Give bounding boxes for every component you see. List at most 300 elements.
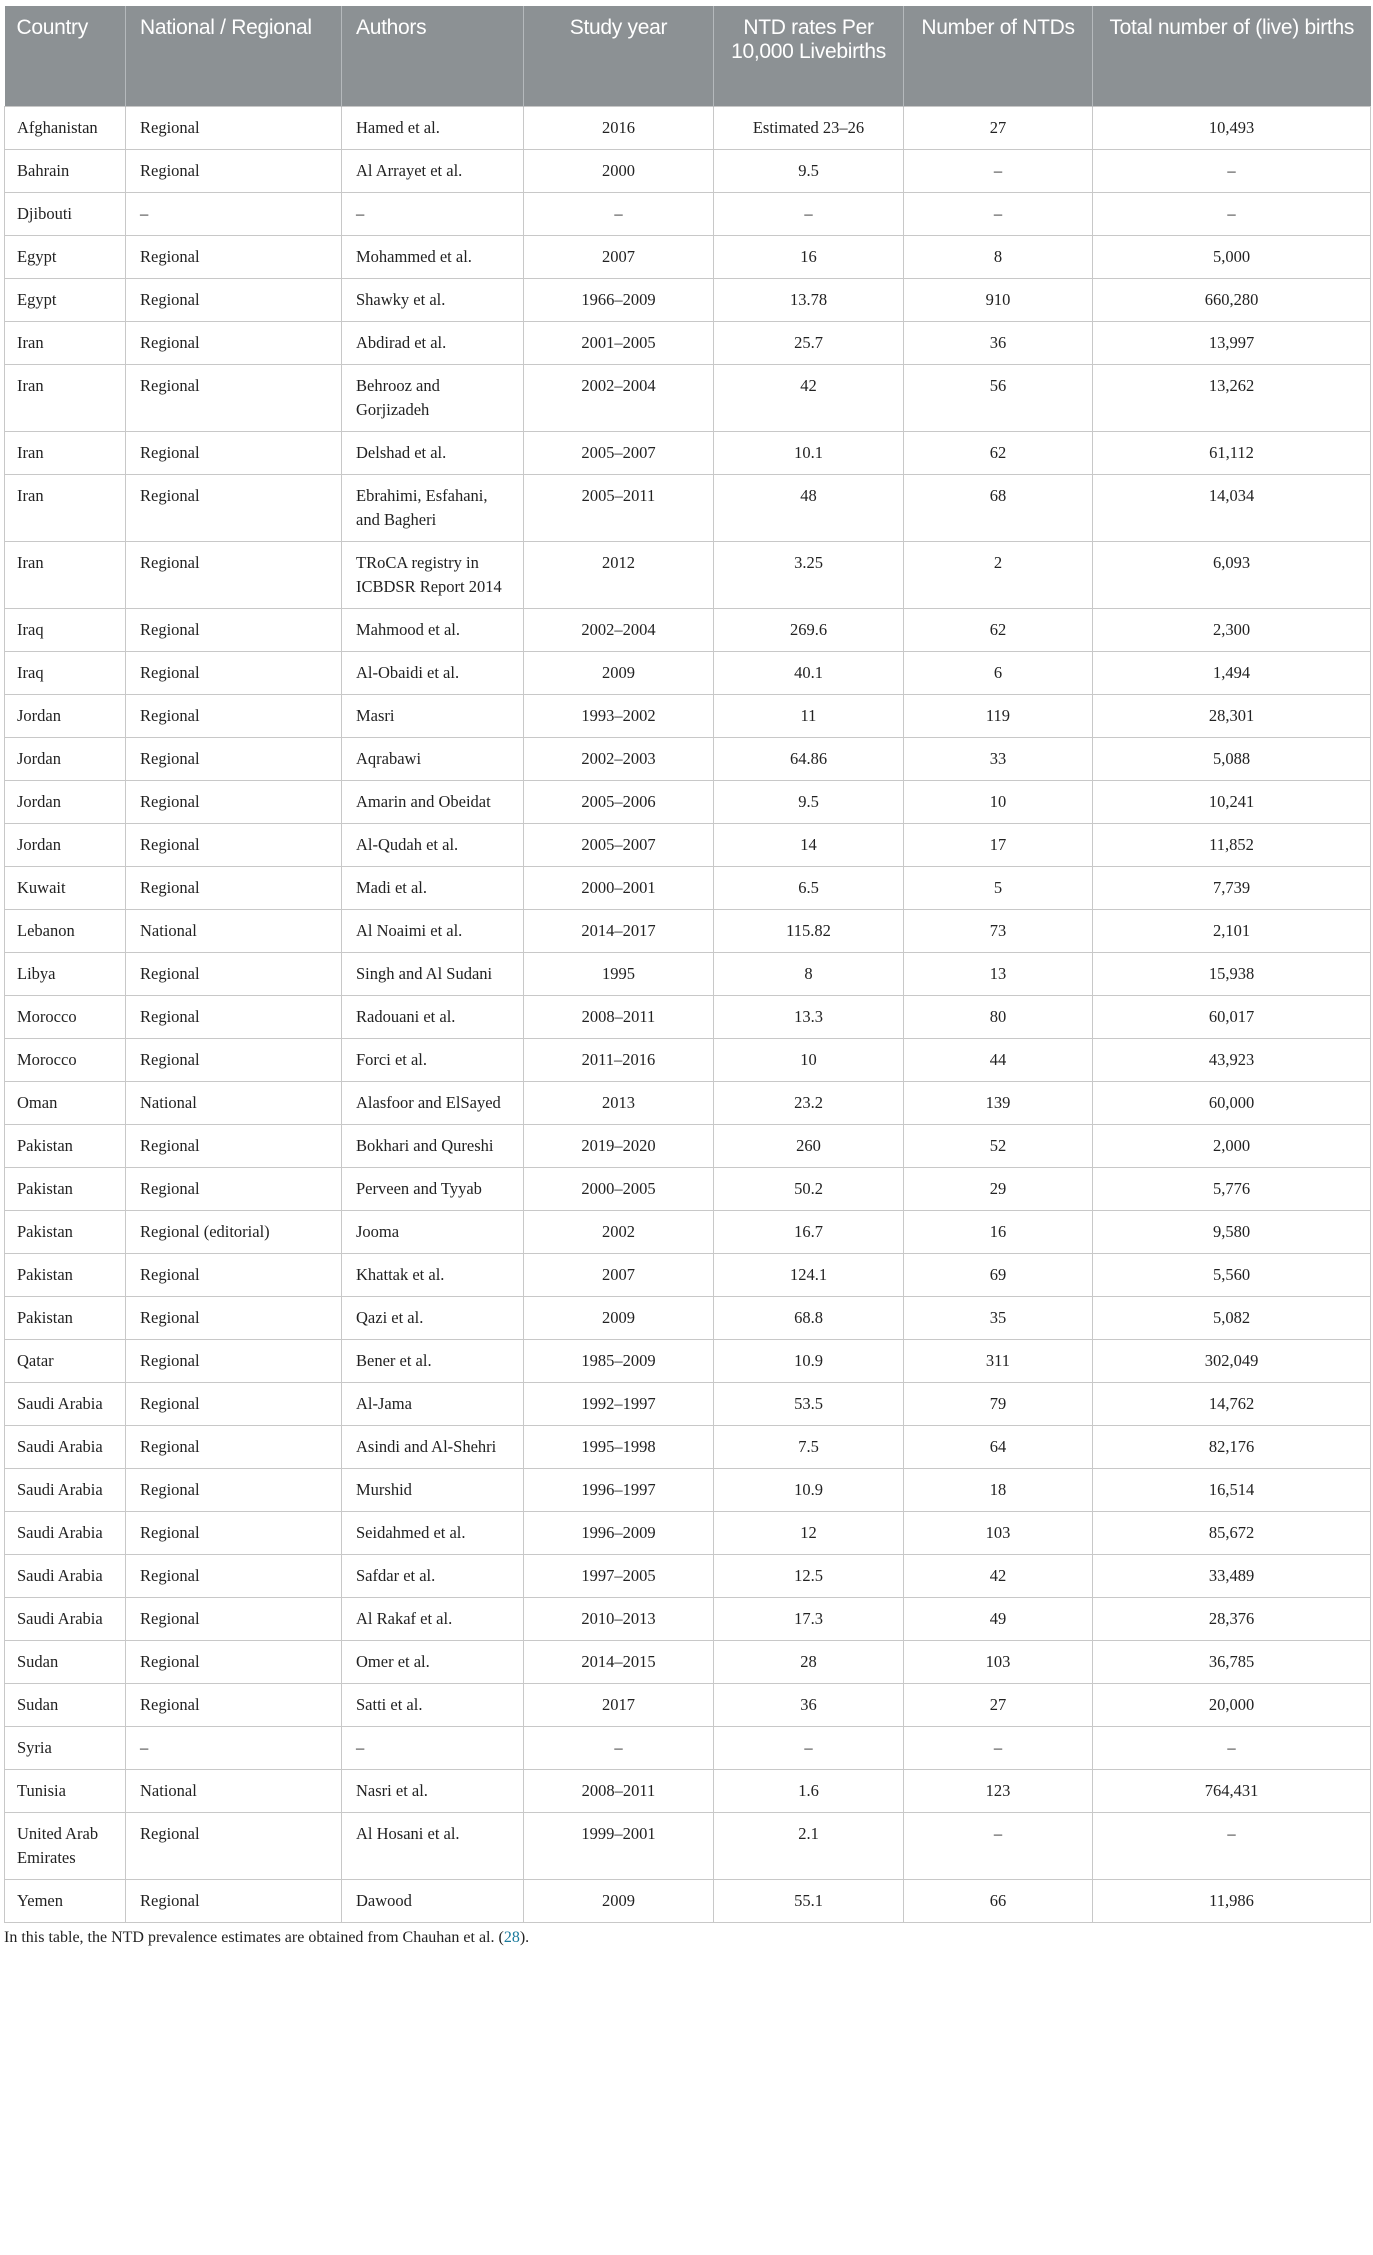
- cell-total-births: 36,785: [1093, 1641, 1371, 1684]
- header-total-births: Total number of (live) births: [1093, 6, 1371, 107]
- cell-ntd-count: 5: [904, 867, 1093, 910]
- cell-ntd-count: 36: [904, 322, 1093, 365]
- cell-total-births: 6,093: [1093, 542, 1371, 609]
- table-row: [5, 1880, 1371, 1923]
- cell-total-births: 9,580: [1093, 1211, 1371, 1254]
- cell-scope: Regional: [126, 867, 342, 910]
- table-row: [5, 1512, 1371, 1555]
- cell-study-year: 2008–2011: [524, 996, 714, 1039]
- cell-ntd-rate: –: [714, 193, 904, 236]
- cell-scope: Regional: [126, 738, 342, 781]
- table-row: [5, 1684, 1371, 1727]
- table-row: [5, 1813, 1371, 1880]
- table-row: [5, 322, 1371, 365]
- table-row: [5, 1039, 1371, 1082]
- cell-ntd-rate: –: [714, 1727, 904, 1770]
- cell-authors: Omer et al.: [342, 1641, 524, 1684]
- cell-scope: Regional: [126, 150, 342, 193]
- cell-ntd-rate: 9.5: [714, 150, 904, 193]
- cell-ntd-count: 6: [904, 652, 1093, 695]
- cell-scope: Regional: [126, 1297, 342, 1340]
- cell-total-births: 2,101: [1093, 910, 1371, 953]
- cell-country: Kuwait: [5, 867, 126, 910]
- cell-study-year: 1995: [524, 953, 714, 996]
- cell-country: United Arab Emirates: [5, 1813, 126, 1880]
- cell-ntd-rate: 50.2: [714, 1168, 904, 1211]
- cell-authors: Satti et al.: [342, 1684, 524, 1727]
- cell-study-year: 2005–2007: [524, 824, 714, 867]
- header-study-year: Study year: [524, 6, 714, 107]
- cell-country: Egypt: [5, 236, 126, 279]
- cell-authors: Ebrahimi, Esfahani, and Bagheri: [342, 475, 524, 542]
- cell-study-year: 2009: [524, 1880, 714, 1923]
- cell-ntd-rate: 14: [714, 824, 904, 867]
- cell-ntd-rate: 10.1: [714, 432, 904, 475]
- table-row: [5, 996, 1371, 1039]
- cell-scope: Regional: [126, 996, 342, 1039]
- cell-authors: TRoCA registry in ICBDSR Report 2014: [342, 542, 524, 609]
- cell-scope: Regional (editorial): [126, 1211, 342, 1254]
- cell-scope: Regional: [126, 609, 342, 652]
- cell-study-year: 1995–1998: [524, 1426, 714, 1469]
- cell-scope: –: [126, 1727, 342, 1770]
- cell-ntd-count: 35: [904, 1297, 1093, 1340]
- cell-scope: Regional: [126, 236, 342, 279]
- cell-scope: Regional: [126, 1598, 342, 1641]
- cell-authors: Al Rakaf et al.: [342, 1598, 524, 1641]
- table-row: [5, 953, 1371, 996]
- cell-ntd-rate: 25.7: [714, 322, 904, 365]
- cell-ntd-count: –: [904, 1727, 1093, 1770]
- cell-total-births: 2,300: [1093, 609, 1371, 652]
- cell-ntd-rate: 36: [714, 1684, 904, 1727]
- cell-scope: Regional: [126, 1555, 342, 1598]
- table-row: [5, 1082, 1371, 1125]
- cell-study-year: 1966–2009: [524, 279, 714, 322]
- cell-scope: Regional: [126, 695, 342, 738]
- cell-country: Pakistan: [5, 1254, 126, 1297]
- cell-authors: Al Arrayet et al.: [342, 150, 524, 193]
- table-row: [5, 910, 1371, 953]
- cell-country: Libya: [5, 953, 126, 996]
- cell-study-year: 1985–2009: [524, 1340, 714, 1383]
- cell-ntd-rate: Estimated 23–26: [714, 107, 904, 150]
- cell-ntd-rate: 9.5: [714, 781, 904, 824]
- footnote-text: In this table, the NTD prevalence estimates are obtained from Chauhan et al. (: [4, 1929, 504, 1946]
- cell-total-births: –: [1093, 1813, 1371, 1880]
- cell-authors: Singh and Al Sudani: [342, 953, 524, 996]
- cell-total-births: 15,938: [1093, 953, 1371, 996]
- header-row: [5, 6, 1371, 107]
- cell-country: Syria: [5, 1727, 126, 1770]
- cell-authors: Al-Jama: [342, 1383, 524, 1426]
- table-row: [5, 824, 1371, 867]
- cell-authors: Al-Qudah et al.: [342, 824, 524, 867]
- cell-country: Iraq: [5, 652, 126, 695]
- cell-ntd-count: 27: [904, 107, 1093, 150]
- cell-ntd-count: 79: [904, 1383, 1093, 1426]
- cell-authors: Dawood: [342, 1880, 524, 1923]
- cell-country: Jordan: [5, 738, 126, 781]
- cell-ntd-rate: 3.25: [714, 542, 904, 609]
- cell-total-births: 14,034: [1093, 475, 1371, 542]
- cell-country: Saudi Arabia: [5, 1555, 126, 1598]
- cell-ntd-count: 73: [904, 910, 1093, 953]
- ntd-prevalence-table: [4, 6, 1371, 1923]
- cell-authors: Mohammed et al.: [342, 236, 524, 279]
- cell-scope: Regional: [126, 475, 342, 542]
- cell-ntd-rate: 7.5: [714, 1426, 904, 1469]
- cell-ntd-count: 16: [904, 1211, 1093, 1254]
- cell-study-year: 2000–2001: [524, 867, 714, 910]
- cell-total-births: 43,923: [1093, 1039, 1371, 1082]
- table-row: [5, 867, 1371, 910]
- cell-study-year: 1999–2001: [524, 1813, 714, 1880]
- table-row: [5, 1598, 1371, 1641]
- cell-ntd-count: 29: [904, 1168, 1093, 1211]
- cell-authors: Abdirad et al.: [342, 322, 524, 365]
- cell-ntd-count: 49: [904, 1598, 1093, 1641]
- table-row: [5, 1340, 1371, 1383]
- header-ntd-rates: NTD rates Per 10,000 Livebirths: [714, 6, 904, 107]
- cell-study-year: 2008–2011: [524, 1770, 714, 1813]
- cell-authors: Nasri et al.: [342, 1770, 524, 1813]
- cell-country: Morocco: [5, 1039, 126, 1082]
- table-row: [5, 150, 1371, 193]
- cell-ntd-count: 56: [904, 365, 1093, 432]
- table-row: [5, 107, 1371, 150]
- cell-total-births: –: [1093, 150, 1371, 193]
- cell-authors: Behrooz and Gorjizadeh: [342, 365, 524, 432]
- cell-authors: Alasfoor and ElSayed: [342, 1082, 524, 1125]
- table-row: [5, 1254, 1371, 1297]
- cell-country: Pakistan: [5, 1125, 126, 1168]
- cell-country: Pakistan: [5, 1168, 126, 1211]
- cell-ntd-count: 311: [904, 1340, 1093, 1383]
- cell-study-year: 2007: [524, 236, 714, 279]
- cell-ntd-rate: 64.86: [714, 738, 904, 781]
- cell-country: Iran: [5, 475, 126, 542]
- table-row: [5, 1125, 1371, 1168]
- cell-ntd-count: 80: [904, 996, 1093, 1039]
- cell-country: Egypt: [5, 279, 126, 322]
- cell-country: Pakistan: [5, 1211, 126, 1254]
- cell-ntd-count: 44: [904, 1039, 1093, 1082]
- cell-authors: Amarin and Obeidat: [342, 781, 524, 824]
- cell-total-births: 28,376: [1093, 1598, 1371, 1641]
- cell-ntd-rate: 16.7: [714, 1211, 904, 1254]
- table-row: [5, 279, 1371, 322]
- cell-scope: –: [126, 193, 342, 236]
- cell-country: Yemen: [5, 1880, 126, 1923]
- cell-ntd-rate: 12.5: [714, 1555, 904, 1598]
- cell-scope: National: [126, 1770, 342, 1813]
- cell-scope: Regional: [126, 1813, 342, 1880]
- cell-study-year: 2000–2005: [524, 1168, 714, 1211]
- cell-scope: Regional: [126, 781, 342, 824]
- cell-country: Djibouti: [5, 193, 126, 236]
- cell-ntd-count: 62: [904, 432, 1093, 475]
- cell-ntd-rate: 260: [714, 1125, 904, 1168]
- cell-ntd-count: –: [904, 193, 1093, 236]
- cell-authors: Qazi et al.: [342, 1297, 524, 1340]
- cell-scope: Regional: [126, 652, 342, 695]
- cell-ntd-count: 62: [904, 609, 1093, 652]
- cell-country: Saudi Arabia: [5, 1469, 126, 1512]
- table-row: [5, 1555, 1371, 1598]
- table-row: [5, 432, 1371, 475]
- cell-total-births: 85,672: [1093, 1512, 1371, 1555]
- cell-study-year: 1993–2002: [524, 695, 714, 738]
- table-row: [5, 193, 1371, 236]
- cell-total-births: –: [1093, 193, 1371, 236]
- table-row: [5, 236, 1371, 279]
- cell-total-births: 60,000: [1093, 1082, 1371, 1125]
- cell-country: Iran: [5, 322, 126, 365]
- cell-ntd-rate: 40.1: [714, 652, 904, 695]
- cell-ntd-count: 139: [904, 1082, 1093, 1125]
- cell-authors: Asindi and Al-Shehri: [342, 1426, 524, 1469]
- cell-ntd-count: 119: [904, 695, 1093, 738]
- cell-study-year: 2016: [524, 107, 714, 150]
- cell-ntd-count: 13: [904, 953, 1093, 996]
- cell-study-year: 2005–2007: [524, 432, 714, 475]
- table-footnote: [4, 1929, 1373, 1947]
- cell-scope: National: [126, 1082, 342, 1125]
- cell-ntd-rate: 53.5: [714, 1383, 904, 1426]
- cell-total-births: 302,049: [1093, 1340, 1371, 1383]
- cell-study-year: –: [524, 193, 714, 236]
- cell-total-births: 11,852: [1093, 824, 1371, 867]
- table-row: [5, 695, 1371, 738]
- cell-total-births: 61,112: [1093, 432, 1371, 475]
- cell-scope: Regional: [126, 1426, 342, 1469]
- cell-country: Jordan: [5, 695, 126, 738]
- cell-ntd-rate: 10: [714, 1039, 904, 1082]
- cell-country: Bahrain: [5, 150, 126, 193]
- cell-ntd-rate: 68.8: [714, 1297, 904, 1340]
- table-row: [5, 1426, 1371, 1469]
- cell-study-year: 1996–2009: [524, 1512, 714, 1555]
- cell-country: Lebanon: [5, 910, 126, 953]
- cell-ntd-count: 33: [904, 738, 1093, 781]
- cell-study-year: 2012: [524, 542, 714, 609]
- cell-ntd-rate: 23.2: [714, 1082, 904, 1125]
- table-row: [5, 609, 1371, 652]
- cell-ntd-rate: 42: [714, 365, 904, 432]
- cell-authors: Radouani et al.: [342, 996, 524, 1039]
- cell-country: Iraq: [5, 609, 126, 652]
- cell-study-year: 2011–2016: [524, 1039, 714, 1082]
- cell-ntd-rate: 124.1: [714, 1254, 904, 1297]
- cell-ntd-rate: 28: [714, 1641, 904, 1684]
- cell-study-year: 2005–2006: [524, 781, 714, 824]
- cell-authors: Jooma: [342, 1211, 524, 1254]
- cell-authors: Al Hosani et al.: [342, 1813, 524, 1880]
- cell-scope: Regional: [126, 1340, 342, 1383]
- header-country: Country: [5, 6, 126, 107]
- cell-ntd-rate: 55.1: [714, 1880, 904, 1923]
- cell-authors: Aqrabawi: [342, 738, 524, 781]
- cell-country: Qatar: [5, 1340, 126, 1383]
- cell-authors: Al-Obaidi et al.: [342, 652, 524, 695]
- cell-ntd-count: 2: [904, 542, 1093, 609]
- cell-total-births: 11,986: [1093, 1880, 1371, 1923]
- cell-study-year: 2009: [524, 1297, 714, 1340]
- cell-ntd-rate: 17.3: [714, 1598, 904, 1641]
- table-row: [5, 1168, 1371, 1211]
- cell-scope: Regional: [126, 1168, 342, 1211]
- cell-study-year: 2002: [524, 1211, 714, 1254]
- cell-authors: Seidahmed et al.: [342, 1512, 524, 1555]
- cell-scope: Regional: [126, 824, 342, 867]
- cell-total-births: 82,176: [1093, 1426, 1371, 1469]
- table-row: [5, 1727, 1371, 1770]
- table-row: [5, 781, 1371, 824]
- cell-scope: National: [126, 910, 342, 953]
- cell-scope: Regional: [126, 1641, 342, 1684]
- cell-total-births: 1,494: [1093, 652, 1371, 695]
- cell-scope: Regional: [126, 107, 342, 150]
- cell-study-year: 2002–2004: [524, 365, 714, 432]
- cell-country: Afghanistan: [5, 107, 126, 150]
- cell-total-births: 2,000: [1093, 1125, 1371, 1168]
- cell-total-births: 10,493: [1093, 107, 1371, 150]
- cell-authors: Forci et al.: [342, 1039, 524, 1082]
- cell-scope: Regional: [126, 1383, 342, 1426]
- cell-ntd-count: 66: [904, 1880, 1093, 1923]
- cell-scope: Regional: [126, 365, 342, 432]
- cell-authors: Bokhari and Qureshi: [342, 1125, 524, 1168]
- cell-ntd-rate: 6.5: [714, 867, 904, 910]
- table-row: [5, 1211, 1371, 1254]
- cell-ntd-count: 68: [904, 475, 1093, 542]
- cell-study-year: 2002–2003: [524, 738, 714, 781]
- cell-total-births: 5,776: [1093, 1168, 1371, 1211]
- table-row: [5, 1469, 1371, 1512]
- cell-ntd-count: 52: [904, 1125, 1093, 1168]
- table-row: [5, 365, 1371, 432]
- cell-ntd-rate: 2.1: [714, 1813, 904, 1880]
- cell-ntd-count: 69: [904, 1254, 1093, 1297]
- table-body: [5, 107, 1371, 1923]
- cell-scope: Regional: [126, 1684, 342, 1727]
- cell-total-births: 5,082: [1093, 1297, 1371, 1340]
- cell-country: Iran: [5, 365, 126, 432]
- cell-total-births: 5,000: [1093, 236, 1371, 279]
- cell-authors: Hamed et al.: [342, 107, 524, 150]
- cell-ntd-count: 103: [904, 1512, 1093, 1555]
- cell-ntd-rate: 269.6: [714, 609, 904, 652]
- cell-authors: –: [342, 1727, 524, 1770]
- cell-total-births: 764,431: [1093, 1770, 1371, 1813]
- cell-total-births: 20,000: [1093, 1684, 1371, 1727]
- cell-total-births: 5,560: [1093, 1254, 1371, 1297]
- cell-study-year: 2002–2004: [524, 609, 714, 652]
- cell-ntd-rate: 10.9: [714, 1340, 904, 1383]
- reference-link[interactable]: 28: [503, 1929, 520, 1946]
- cell-scope: Regional: [126, 1039, 342, 1082]
- cell-ntd-count: 17: [904, 824, 1093, 867]
- cell-authors: Bener et al.: [342, 1340, 524, 1383]
- cell-authors: Al Noaimi et al.: [342, 910, 524, 953]
- cell-country: Iran: [5, 432, 126, 475]
- cell-country: Sudan: [5, 1684, 126, 1727]
- table-row: [5, 1383, 1371, 1426]
- cell-total-births: 7,739: [1093, 867, 1371, 910]
- cell-scope: Regional: [126, 279, 342, 322]
- cell-ntd-rate: 13.3: [714, 996, 904, 1039]
- table-row: [5, 1297, 1371, 1340]
- cell-scope: Regional: [126, 322, 342, 365]
- cell-study-year: 2007: [524, 1254, 714, 1297]
- cell-scope: Regional: [126, 1125, 342, 1168]
- cell-study-year: 2000: [524, 150, 714, 193]
- footnote-end: ).: [519, 1929, 530, 1946]
- cell-authors: Masri: [342, 695, 524, 738]
- cell-authors: Delshad et al.: [342, 432, 524, 475]
- cell-authors: Madi et al.: [342, 867, 524, 910]
- cell-authors: Safdar et al.: [342, 1555, 524, 1598]
- cell-study-year: 2005–2011: [524, 475, 714, 542]
- cell-scope: Regional: [126, 432, 342, 475]
- cell-study-year: 1992–1997: [524, 1383, 714, 1426]
- cell-total-births: 5,088: [1093, 738, 1371, 781]
- cell-scope: Regional: [126, 1469, 342, 1512]
- cell-authors: Khattak et al.: [342, 1254, 524, 1297]
- cell-ntd-count: 123: [904, 1770, 1093, 1813]
- cell-study-year: 2017: [524, 1684, 714, 1727]
- cell-study-year: 1997–2005: [524, 1555, 714, 1598]
- table-row: [5, 738, 1371, 781]
- cell-ntd-rate: 48: [714, 475, 904, 542]
- cell-country: Jordan: [5, 824, 126, 867]
- cell-ntd-count: 18: [904, 1469, 1093, 1512]
- cell-total-births: 14,762: [1093, 1383, 1371, 1426]
- header-authors: Authors: [342, 6, 524, 107]
- cell-ntd-count: 27: [904, 1684, 1093, 1727]
- cell-total-births: 16,514: [1093, 1469, 1371, 1512]
- header-national-regional: National / Regional: [126, 6, 342, 107]
- cell-ntd-rate: 13.78: [714, 279, 904, 322]
- cell-ntd-count: 64: [904, 1426, 1093, 1469]
- cell-scope: Regional: [126, 542, 342, 609]
- cell-authors: Shawky et al.: [342, 279, 524, 322]
- table-row: [5, 475, 1371, 542]
- cell-ntd-rate: 12: [714, 1512, 904, 1555]
- cell-total-births: 660,280: [1093, 279, 1371, 322]
- cell-country: Morocco: [5, 996, 126, 1039]
- cell-country: Iran: [5, 542, 126, 609]
- cell-authors: Mahmood et al.: [342, 609, 524, 652]
- cell-country: Pakistan: [5, 1297, 126, 1340]
- table-row: [5, 1641, 1371, 1684]
- cell-total-births: 60,017: [1093, 996, 1371, 1039]
- cell-study-year: 2014–2017: [524, 910, 714, 953]
- table-row: [5, 1770, 1371, 1813]
- cell-total-births: –: [1093, 1727, 1371, 1770]
- cell-ntd-rate: 8: [714, 953, 904, 996]
- cell-total-births: 10,241: [1093, 781, 1371, 824]
- cell-study-year: 2014–2015: [524, 1641, 714, 1684]
- cell-authors: Murshid: [342, 1469, 524, 1512]
- cell-authors: Perveen and Tyyab: [342, 1168, 524, 1211]
- cell-ntd-rate: 1.6: [714, 1770, 904, 1813]
- cell-ntd-count: 42: [904, 1555, 1093, 1598]
- cell-scope: Regional: [126, 953, 342, 996]
- table-row: [5, 542, 1371, 609]
- cell-country: Saudi Arabia: [5, 1512, 126, 1555]
